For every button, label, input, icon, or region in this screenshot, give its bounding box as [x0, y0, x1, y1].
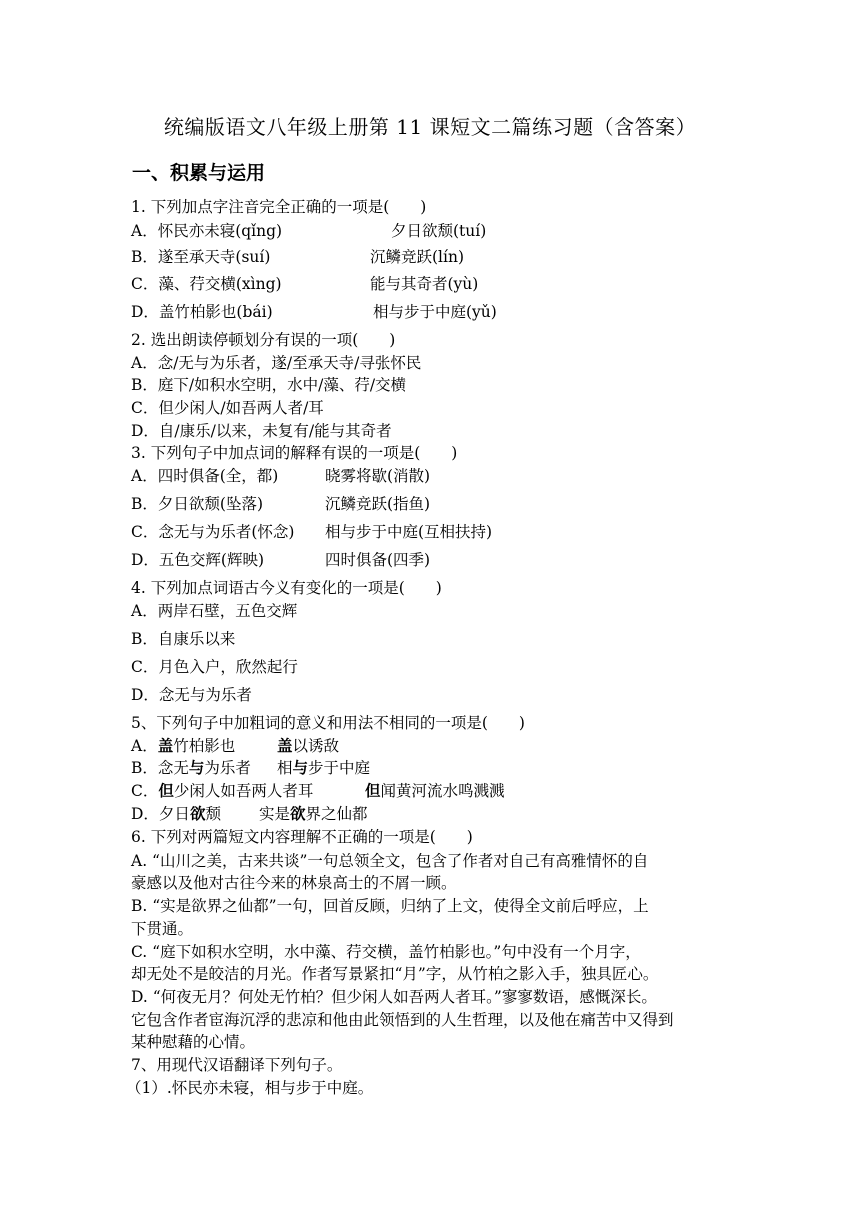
q4-option-d: D．念无与为乐者 — [131, 686, 252, 704]
q4-option-a: A．两岸石壁，五色交辉 — [131, 602, 298, 620]
section-heading: 一、积累与运用 — [132, 162, 266, 184]
q1-option-d-part1: D．盖竹柏影也(bái) — [131, 303, 273, 321]
q5-option-c — [131, 780, 505, 802]
q6-option-b-line2: 下贯通。 — [131, 920, 194, 938]
q5-a-bold2: 盖 — [277, 736, 293, 755]
q1-option-c — [131, 273, 479, 295]
q3-option-b — [131, 493, 431, 515]
q5-option-a — [131, 735, 340, 757]
q3-option-c-part2: 相与步于中庭(互相扶持) — [325, 523, 493, 541]
q1-option-b-part2: 沉鳞竞跃(lín) — [370, 248, 464, 266]
q7-sentence-1: （1）.怀民亦未寝，相与步于中庭。 — [126, 1079, 374, 1097]
q2-option-a: A．念/无与为乐者，遂/至承天寺/寻张怀民 — [131, 354, 422, 372]
q3-option-a-part1: A．四时俱备(全，都) — [131, 467, 279, 485]
q5-b-bold1: 与 — [188, 758, 205, 777]
q5-a-bold1: 盖 — [157, 736, 174, 755]
q5-a-rest2: 以诱敌 — [292, 737, 340, 755]
q4-option-c: C．月色入户，欣然起行 — [131, 658, 298, 676]
q1-option-b-part1: B．遂至承天寺(suí) — [131, 248, 271, 266]
q3-option-c-part1: C．念无与为乐者(怀念) — [131, 523, 295, 541]
q6-option-b-line1: B. “实是欲界之仙都”一句，回首反顾，归纳了上文，使得全文前后呼应，上 — [131, 897, 649, 915]
q2-option-b: B．庭下/如积水空明，水中/藻、荇/交横 — [131, 376, 407, 394]
q5-c-rest2: 闻黄河流水鸣溅溅 — [380, 782, 505, 800]
q1-option-a — [131, 220, 487, 242]
q2-option-c: C．但少闲人/如吾两人者/耳 — [131, 399, 324, 417]
q5-d-rest1: 颓 — [205, 805, 221, 823]
q1-option-c-part2: 能与其奇者(yù) — [370, 275, 479, 293]
question-7-stem: 7、用现代汉语翻译下列句子。 — [131, 1056, 343, 1074]
q5-d-label: D．夕日 — [131, 805, 190, 823]
q6-option-c-line2: 却无处不是皎洁的月光。作者写景紧扣“月”字，从竹柏之影入手，独具匠心。 — [131, 965, 659, 983]
q1-option-a-part1: A．怀民亦未寝(qǐng) — [131, 222, 283, 240]
question-3-stem: 3. 下列句子中加点词的解释有误的一项是( ) — [131, 444, 458, 462]
document-title: 统编版语文八年级上册第 11 课短文二篇练习题（含答案） — [163, 115, 697, 139]
q6-option-a-line1: A. “山川之美，古来共谈”一句总领全文，包含了作者对自己有高雅情怀的自 — [131, 852, 649, 870]
q5-option-b — [131, 757, 371, 779]
q5-b-pre2: 相 — [277, 759, 293, 777]
q3-option-a — [131, 465, 431, 487]
q5-b-bold2: 与 — [292, 758, 309, 777]
q5-d-bold2: 欲 — [290, 804, 306, 823]
q5-c-bold1: 但 — [158, 781, 174, 800]
q6-option-a-line2: 豪感以及他对古往今来的林泉高士的不屑一顾。 — [131, 874, 457, 892]
q5-d-bold1: 欲 — [189, 804, 206, 823]
q5-option-d — [131, 803, 368, 825]
q1-option-d — [131, 301, 497, 323]
q5-b-rest1: 为乐者 — [204, 759, 251, 777]
q3-option-d — [131, 549, 431, 571]
q5-d-rest2: 界之仙都 — [305, 805, 368, 823]
q5-b-label: B．念无 — [131, 759, 189, 777]
q6-option-c-line1: C. “庭下如积水空明，水中藻、荇交横，盖竹柏影也。”句中没有一个月字， — [131, 943, 641, 961]
question-2-stem: 2. 选出朗读停顿划分有误的一项( ) — [131, 331, 396, 349]
q3-option-c — [131, 521, 493, 543]
q5-c-rest1: 少闲人如吾两人者耳 — [173, 782, 314, 800]
q1-option-d-part2: 相与步于中庭(yǔ) — [373, 303, 497, 321]
q1-option-b — [131, 246, 464, 268]
q4-option-b: B．自康乐以来 — [131, 630, 236, 648]
q5-c-bold2: 但 — [365, 781, 381, 800]
q3-option-b-part2: 沉鳞竞跃(指鱼) — [325, 495, 431, 513]
q2-option-d: D．自/康乐/以来，未复有/能与其奇者 — [131, 422, 392, 440]
q3-option-b-part1: B．夕日欲颓(坠落) — [131, 495, 263, 513]
q5-a-rest1: 竹柏影也 — [173, 737, 236, 755]
q5-b-rest2: 步于中庭 — [308, 759, 371, 777]
q5-d-pre2: 实是 — [259, 805, 291, 823]
q6-option-d-line3: 某种慰藉的心情。 — [131, 1033, 256, 1051]
q6-option-d-line2: 它包含作者宦海沉浮的悲凉和他由此领悟到的人生哲理，以及他在痛苦中又得到 — [131, 1011, 674, 1029]
question-4-stem: 4. 下列加点词语古今义有变化的一项是( ) — [131, 579, 442, 597]
question-1-stem: 1. 下列加点字注音完全正确的一项是( ) — [131, 198, 427, 216]
q5-a-label: A． — [131, 737, 158, 755]
q1-option-a-part2: 夕日欲颓(tuí) — [391, 222, 487, 240]
question-6-stem: 6. 下列对两篇短文内容理解不正确的一项是( ) — [131, 828, 473, 846]
q3-option-d-part2: 四时俱备(四季) — [325, 551, 431, 569]
q1-option-c-part1: C．藻、荇交横(xìng) — [131, 275, 282, 293]
question-5-stem: 5、下列句子中加粗词的意义和用法不相同的一项是( ) — [131, 714, 525, 732]
q3-option-d-part1: D．五色交辉(辉映) — [131, 551, 265, 569]
q3-option-a-part2: 晓雾将歇(消散) — [325, 467, 431, 485]
q5-c-label: C． — [131, 782, 159, 800]
q6-option-d-line1: D. “何夜无月？何处无竹柏？但少闲人如吾两人者耳。”寥寥数语，感慨深长。 — [131, 988, 657, 1006]
